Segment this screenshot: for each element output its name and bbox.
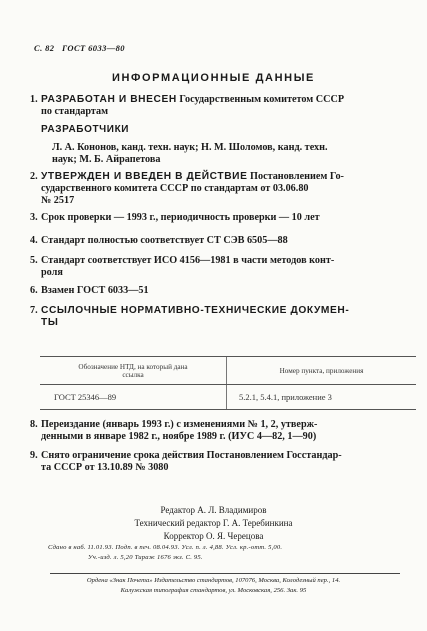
table-row xyxy=(40,385,416,409)
print-imprint: Сдано в наб. 11.01.93. Подп. в печ. 08.04.93. Усл. п. л. 4,88. Усл. кр.-отт. 5,00. Уч.-изд. л. 5,20 Тираж 1676 экз. С. 95. xyxy=(48,544,283,561)
running-header xyxy=(34,43,125,53)
item-9: 9. Снято ограничение срока действия Постановлением Госстандар- та СССР от 13.10.89 № 3080 xyxy=(30,450,342,474)
item-8: 8. Переиздание (январь 1993 г.) с изменениями № 1, 2, утверж- денными в январе 1982 г., ноябре 1989 г. (ИУС 4—82, 1—90) xyxy=(30,419,318,443)
item-3: 3. Срок проверки — 1993 г., периодичность проверки — 10 лет xyxy=(30,212,320,223)
publisher-footer: Ордена «Знак Почета» Издательство стандартов, 107076, Москва, Колодезный пер., 14. Калужская типография стандартов, ул. Московская, 256. Зак. 95 xyxy=(86,577,341,594)
standard-code: ГОСТ 6033—80 xyxy=(62,43,125,53)
item-6: 6. Взамен ГОСТ 6033—51 xyxy=(30,285,149,296)
table-header-row xyxy=(40,357,416,384)
item-7: 7. ССЫЛОЧНЫЕ НОРМАТИВНО-ТЕХНИЧЕСКИЕ ДОКУМЕН- ТЫ xyxy=(30,305,350,329)
editor: Редактор А. Л. Владимиров xyxy=(160,505,267,515)
developers-heading: РАЗРАБОТЧИКИ xyxy=(41,124,130,135)
credits xyxy=(0,504,427,543)
item-4: 4. Стандарт полностью соответствует СТ СЭВ 6505—88 xyxy=(30,235,288,246)
technical-editor: Технический редактор Г. А. Теребинкина xyxy=(134,518,293,528)
item-1: 1. РАЗРАБОТАН И ВНЕСЕН Государственным комитетом СССР по стандартам xyxy=(30,94,345,118)
corrector: Корректор О. Я. Черецова xyxy=(163,531,264,541)
clause-cell: 5.2.1, 5.4.1, приложение 3 xyxy=(239,392,332,402)
item-2: 2. УТВЕРЖДЕН И ВВЕДЕН В ДЕЙСТВИЕ Постановлением Го- сударственного комитета СССР по стандартам от 03.06.80 № 2517 xyxy=(30,171,344,207)
references-table xyxy=(40,357,416,409)
item-1-lead: РАЗРАБОТАН И ВНЕСЕН xyxy=(41,94,177,105)
page-number: С. 82 xyxy=(34,43,55,53)
footer-rule xyxy=(50,573,400,574)
table-bottom-rule xyxy=(40,409,416,410)
ntd-cell: ГОСТ 25346—89 xyxy=(40,385,227,409)
column-header-ntd: Обозначение НТД, на который дана ссылка xyxy=(40,357,227,384)
item-5: 5. Стандарт соответствует ИСО 4156—1981 в части методов конт- роля xyxy=(30,255,335,279)
section-title: ИНФОРМАЦИОННЫЕ ДАННЫЕ xyxy=(111,72,315,84)
column-header-clause: Номер пункта, приложения xyxy=(279,366,364,375)
developers-list: Л. А. Кононов, канд. техн. наук; Н. М. Шоломов, канд. техн. наук; М. Б. Айрапетова xyxy=(52,142,328,166)
